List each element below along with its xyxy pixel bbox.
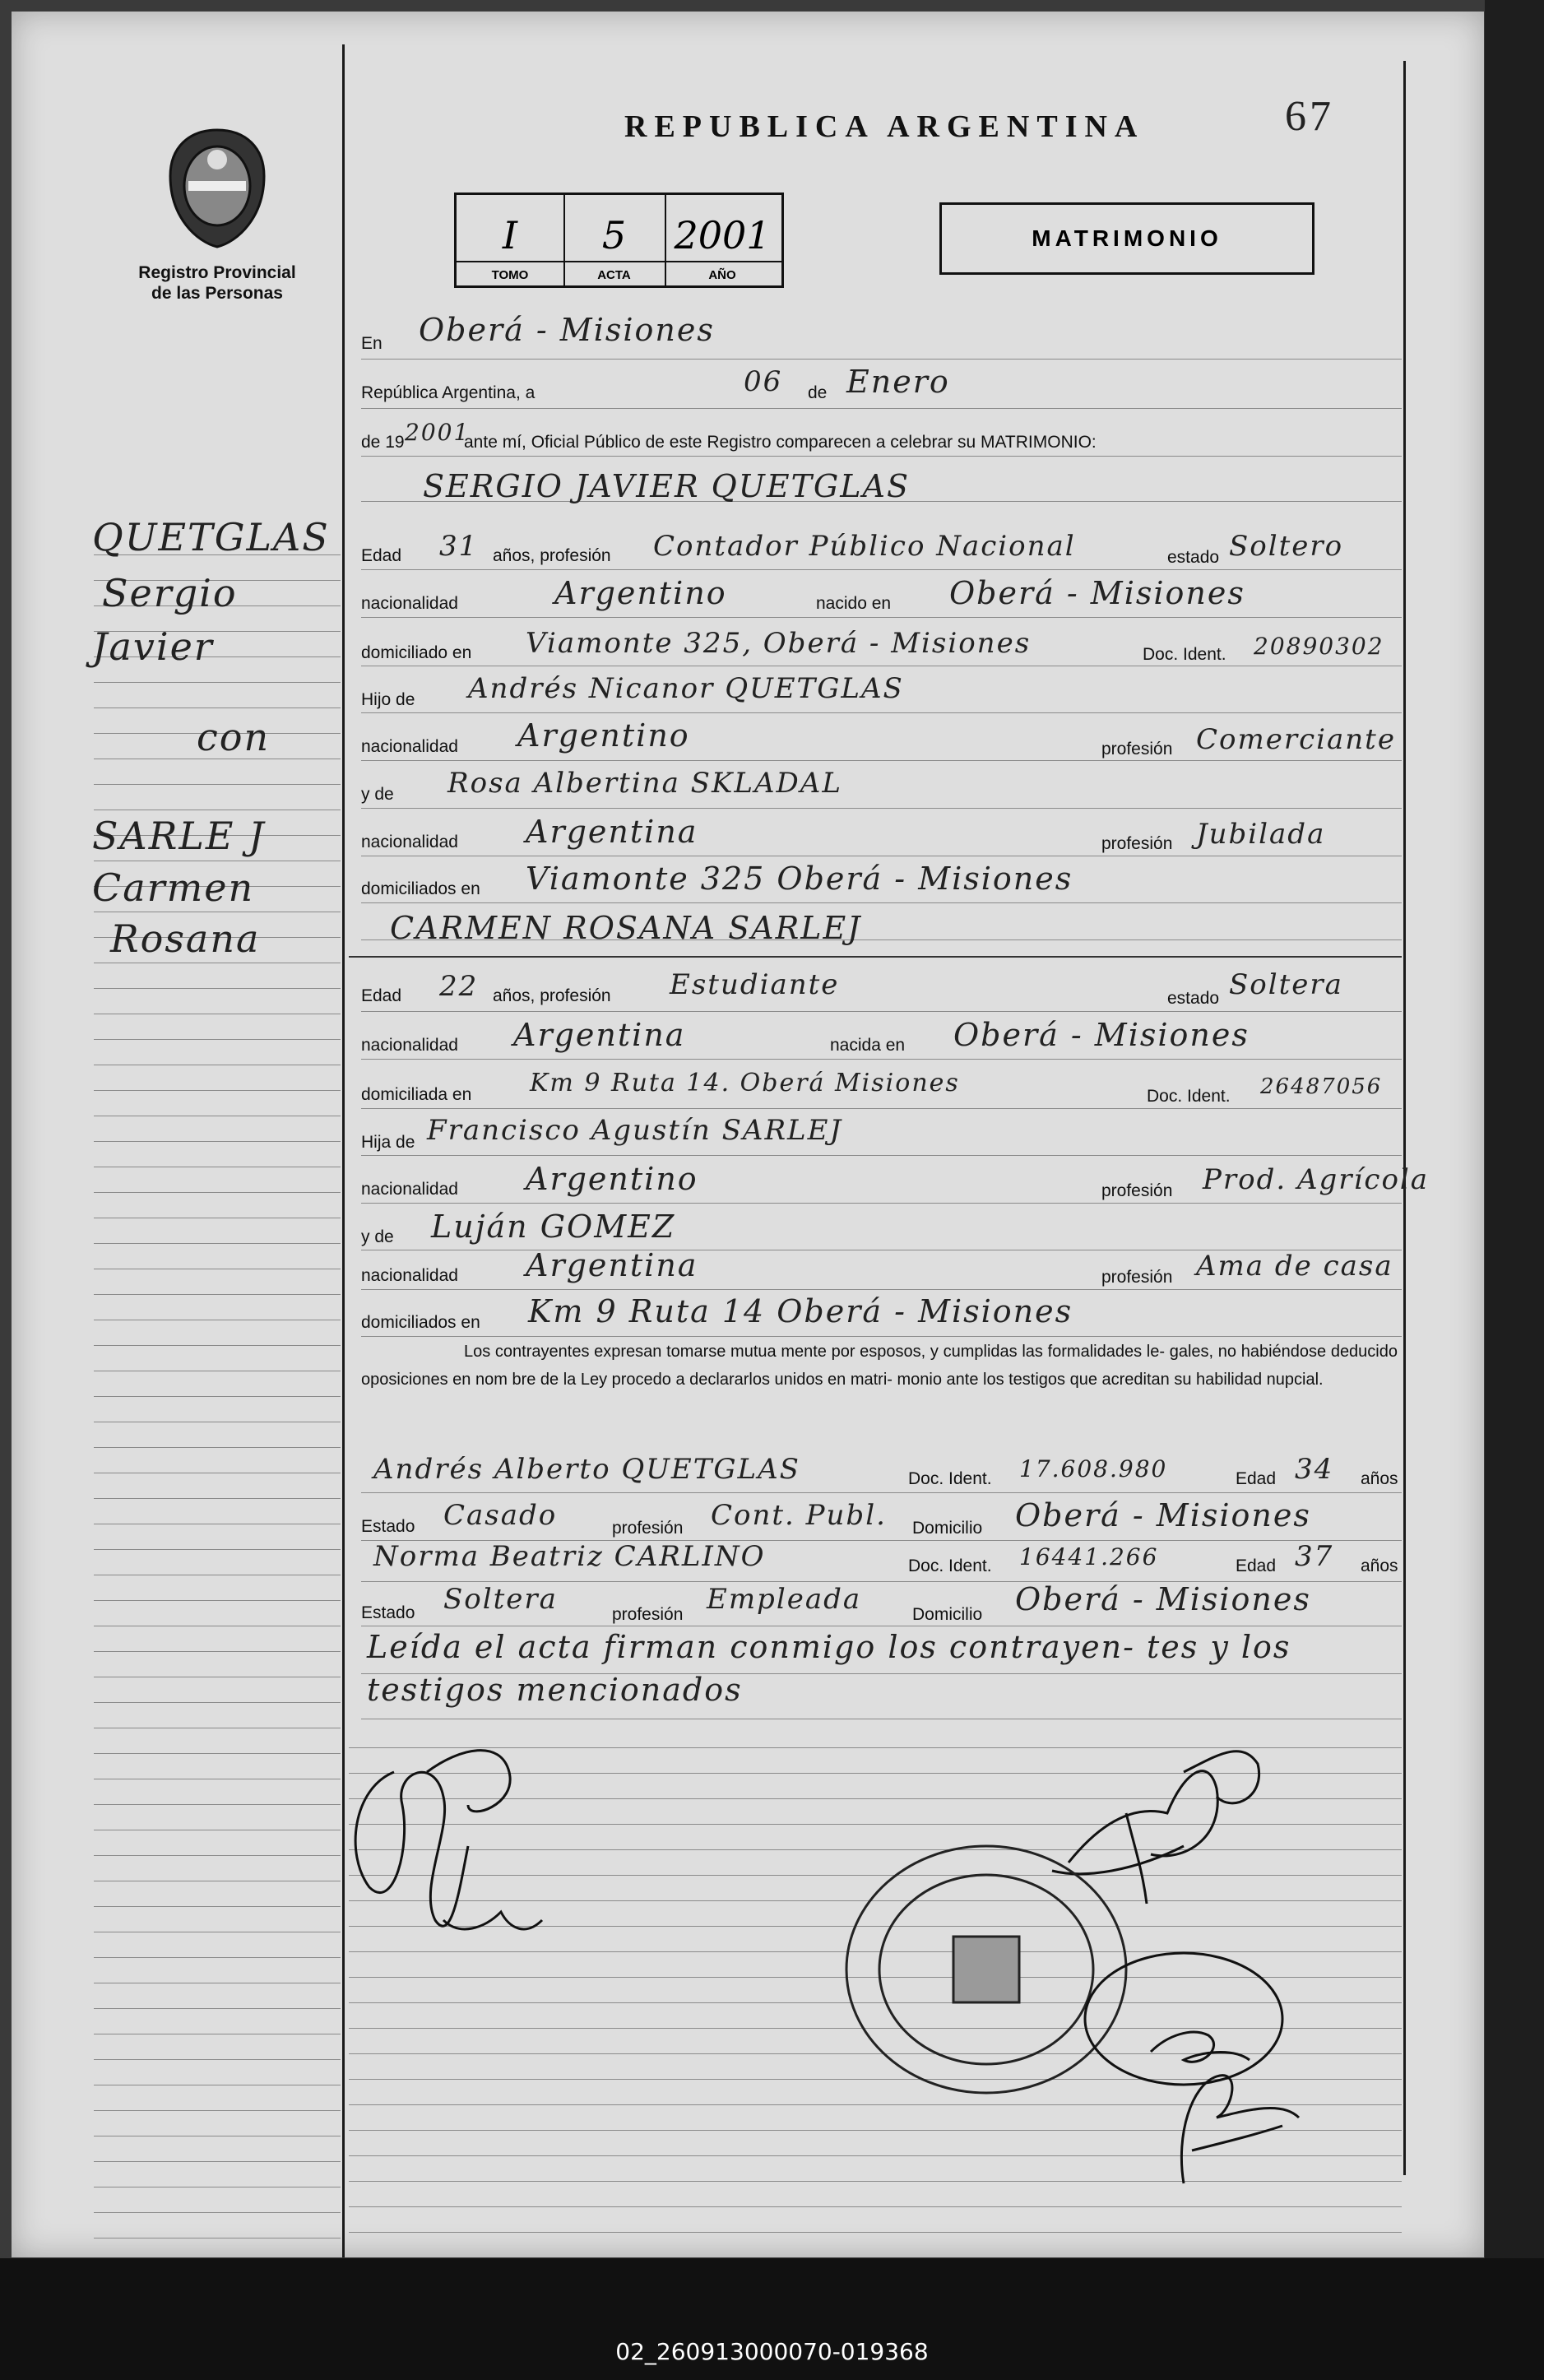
- ano-label: AÑO: [708, 268, 736, 282]
- label-profesion-2: profesión: [1101, 834, 1173, 853]
- groom-mother-profession: Jubilada: [1196, 818, 1326, 851]
- label-domiciliado-en: domiciliado en: [361, 643, 472, 662]
- groom-doc: 20890302: [1254, 633, 1384, 660]
- label-hija-de: Hija de: [361, 1133, 415, 1152]
- body-rule-line: [361, 1155, 1402, 1156]
- page-number: 67: [1285, 93, 1334, 140]
- groom-father: Andrés Nicanor QUETGLAS: [468, 672, 904, 705]
- body-rule-line: [361, 617, 1402, 618]
- witness-2-age: 37: [1295, 1540, 1334, 1573]
- signature-groom: [355, 1751, 542, 1929]
- margin-rule-line: [94, 2008, 341, 2009]
- label-hijo-de: Hijo de: [361, 690, 415, 709]
- margin-rule-line: [94, 1549, 341, 1550]
- margin-rule-line: [94, 1906, 341, 1907]
- groom-status: Soltero: [1229, 530, 1344, 563]
- bride-mother-profession: Ama de casa: [1196, 1250, 1393, 1283]
- margin-note-6: Carmen: [92, 865, 255, 910]
- margin-note-3: Javier: [92, 624, 214, 669]
- body-rule-line: [361, 1108, 1402, 1109]
- label-profesion: profesión: [1101, 740, 1173, 759]
- margin-rule-line: [94, 1243, 341, 1244]
- witness-1-age: 34: [1295, 1453, 1334, 1486]
- bride-status: Soltera: [1229, 968, 1343, 1001]
- acta-cell: [563, 195, 666, 285]
- label-nacionalidad-5: nacionalidad: [361, 1180, 458, 1199]
- label-doc-ident: Doc. Ident.: [1143, 645, 1226, 664]
- ano-value: 2001: [674, 213, 771, 257]
- groom-birthplace: Oberá - Misiones: [949, 575, 1245, 611]
- label-intro: ante mí, Oficial Público de este Registro comparecen a celebrar su MATRIMONIO:: [464, 433, 1097, 452]
- label-nacionalidad: nacionalidad: [361, 594, 458, 613]
- margin-rule-line: [94, 2161, 341, 2162]
- margin-rule-line: [94, 2212, 341, 2213]
- acta-value: 5: [601, 213, 627, 257]
- margin-rule-line: [94, 1753, 341, 1754]
- witness-2-address: Oberá - Misiones: [1015, 1581, 1311, 1617]
- label-nacionalidad-4: nacionalidad: [361, 1036, 458, 1055]
- record-box: [454, 193, 784, 288]
- body-rule-line: [361, 712, 1402, 713]
- body-rule-line: [361, 902, 1402, 903]
- body-rule-line: [361, 569, 1402, 570]
- label-domiciliados-en: domiciliados en: [361, 879, 480, 898]
- margin-rule-line: [94, 2059, 341, 2060]
- bride-father: Francisco Agustín SARLEJ: [427, 1114, 843, 1147]
- label-profesion-3: profesión: [1101, 1181, 1173, 1200]
- body-rule-line: [361, 808, 1402, 809]
- groom-mother: Rosa Albertina SKLADAL: [447, 767, 842, 800]
- label-domicilio: Domicilio: [912, 1519, 983, 1538]
- label-anos-profesion-2: años, profesión: [493, 986, 611, 1005]
- margin-rule-line: [94, 1855, 341, 1856]
- groom-father-profession: Comerciante: [1196, 723, 1396, 756]
- margin-rule-line: [94, 1141, 341, 1142]
- registry-line-1: Registro Provincial: [138, 263, 296, 282]
- margin-rule-line: [94, 988, 341, 989]
- footer-id: 02_260913000070-019368: [615, 2338, 929, 2365]
- label-estado-3: Estado: [361, 1517, 415, 1536]
- label-doc-ident-3: Doc. Ident.: [908, 1469, 992, 1488]
- label-domiciliados-en-2: domiciliados en: [361, 1313, 480, 1332]
- bride-father-nationality: Argentino: [526, 1161, 698, 1197]
- label-edad-3: Edad: [1236, 1469, 1277, 1488]
- witness-2-profession: Empleada: [707, 1583, 862, 1616]
- label-domiciliada-en: domiciliada en: [361, 1085, 472, 1104]
- label-anos-2: años: [1361, 1557, 1398, 1575]
- margin-rule-line: [94, 1702, 341, 1703]
- place-value: Oberá - Misiones: [419, 312, 715, 348]
- section-divider: [349, 956, 1402, 958]
- label-anos-profesion: años, profesión: [493, 546, 611, 565]
- label-anos: años: [1361, 1469, 1398, 1488]
- label-edad: Edad: [361, 546, 402, 565]
- groom-mother-nationality: Argentina: [526, 814, 698, 850]
- record-box-divider: [457, 261, 781, 262]
- margin-rule-line: [94, 1396, 341, 1397]
- label-nacionalidad-6: nacionalidad: [361, 1266, 458, 1285]
- label-republica: República Argentina, a: [361, 383, 536, 402]
- body-rule-line: [361, 1289, 1402, 1290]
- year-value: 2001: [405, 419, 471, 446]
- certificate-page: [12, 12, 1484, 2257]
- groom-profession: Contador Público Nacional: [653, 530, 1076, 563]
- label-profesion-4: profesión: [1101, 1268, 1173, 1287]
- label-profesion-5: profesión: [612, 1519, 684, 1538]
- ano-cell: [665, 195, 780, 285]
- bride-doc: 26487056: [1260, 1074, 1383, 1099]
- label-doc-ident-4: Doc. Ident.: [908, 1557, 992, 1575]
- label-y-de-2: y de: [361, 1227, 394, 1246]
- witness-1-profession: Cont. Publ.: [711, 1499, 887, 1532]
- label-estado-4: Estado: [361, 1603, 415, 1622]
- witness-2-doc: 16441.266: [1019, 1543, 1159, 1570]
- margin-rule-line: [94, 1447, 341, 1448]
- groom-age: 31: [439, 530, 479, 563]
- margin-note-1: QUETGLAS: [92, 515, 330, 559]
- registry-name: [118, 262, 316, 304]
- margin-rule-line: [94, 784, 341, 785]
- official-seal: [846, 1846, 1126, 2093]
- label-doc-ident-2: Doc. Ident.: [1147, 1087, 1231, 1106]
- label-nacido-en: nacido en: [816, 594, 892, 613]
- margin-rule-line: [94, 1192, 341, 1193]
- tomo-cell: [457, 195, 565, 285]
- witness-1-name: Andrés Alberto QUETGLAS: [373, 1453, 800, 1486]
- margin-rule-line: [94, 682, 341, 683]
- body-rule-line: [361, 456, 1402, 457]
- body-rule-line: [361, 1059, 1402, 1060]
- body-rule-line: [361, 1011, 1402, 1012]
- margin-note-2: Sergio: [102, 571, 238, 615]
- groom-address: Viamonte 325, Oberá - Misiones: [526, 627, 1032, 660]
- bride-mother-nationality: Argentina: [526, 1247, 698, 1283]
- groom-nationality: Argentino: [554, 575, 727, 611]
- country-title: REPUBLICA ARGENTINA: [624, 109, 1145, 144]
- witness-1-status: Casado: [443, 1499, 558, 1532]
- bride-father-profession: Prod. Agrícola: [1203, 1163, 1430, 1196]
- margin-rule-line: [94, 1957, 341, 1958]
- margin-rule-line: [94, 2110, 341, 2111]
- bride-parents-address: Km 9 Ruta 14 Oberá - Misiones: [528, 1293, 1073, 1329]
- margin-rule-line: [94, 1090, 341, 1091]
- label-nacionalidad-3: nacionalidad: [361, 833, 458, 851]
- bride-profession: Estudiante: [670, 968, 840, 1001]
- bride-nationality: Argentina: [513, 1017, 686, 1053]
- coat-of-arms-emblem: [164, 127, 271, 250]
- tomo-value: I: [502, 213, 518, 257]
- month-value: Enero: [846, 364, 950, 400]
- label-profesion-6: profesión: [612, 1605, 684, 1624]
- label-nacida-en: nacida en: [830, 1036, 906, 1055]
- acta-label: ACTA: [597, 268, 631, 282]
- witness-2-status: Soltera: [443, 1583, 558, 1616]
- groom-parents-address: Viamonte 325 Oberá - Misiones: [526, 861, 1073, 897]
- closing-paragraph: Los contrayentes expresan tomarse mutua mente por esposos, y cumplidas las formalidades le- gales, no habiéndose deducido oposiciones en nom bre de la Ley procedo a declararlos unidos en matri- monio ante los testigos que acreditan su habilidad nupcial.: [361, 1343, 1398, 1389]
- label-domicilio-2: Domicilio: [912, 1605, 983, 1624]
- witness-2-name: Norma Beatriz CARLINO: [373, 1540, 766, 1573]
- label-y-de: y de: [361, 785, 394, 804]
- bride-address: Km 9 Ruta 14. Oberá Misiones: [530, 1069, 960, 1097]
- margin-rule-line: [94, 1804, 341, 1805]
- margin-rule-line: [94, 1600, 341, 1601]
- body-rule-line: [349, 2232, 1402, 2233]
- margin-note-7: Rosana: [110, 916, 261, 961]
- registry-line-2: de las Personas: [151, 284, 283, 303]
- tomo-label: TOMO: [491, 268, 529, 282]
- body-rule-line: [361, 1492, 1402, 1493]
- closing-note: [367, 1626, 1395, 1711]
- witness-1-doc: 17.608.980: [1019, 1455, 1168, 1482]
- margin-note-4: con: [197, 715, 271, 759]
- label-edad-2: Edad: [361, 986, 402, 1005]
- margin-rule-line: [94, 1651, 341, 1652]
- day-value: 06: [744, 365, 783, 398]
- body-rule-line: [361, 1336, 1402, 1337]
- margin-rule-line: [94, 1039, 341, 1040]
- margin-rule-line: [94, 1498, 341, 1499]
- label-edad-4: Edad: [1236, 1557, 1277, 1575]
- closing-note-text: Leída el acta firman conmigo los contrayen- tes y los testigos mencionados: [367, 1629, 1291, 1708]
- bride-name: CARMEN ROSANA SARLEJ: [390, 910, 862, 946]
- margin-note-5: SARLE J: [92, 814, 266, 858]
- groom-father-nationality: Argentino: [517, 717, 690, 754]
- document-type: MATRIMONIO: [939, 202, 1314, 275]
- bride-age: 22: [439, 970, 479, 1003]
- bride-birthplace: Oberá - Misiones: [953, 1017, 1250, 1053]
- body-rule-line: [361, 760, 1402, 761]
- label-de19: de 19: [361, 433, 405, 452]
- label-estado: estado: [1167, 548, 1220, 567]
- groom-name: SERGIO JAVIER QUETGLAS: [423, 468, 910, 504]
- label-nacionalidad-2: nacionalidad: [361, 737, 458, 756]
- label-en: En: [361, 334, 383, 353]
- witness-1-address: Oberá - Misiones: [1015, 1497, 1311, 1533]
- signature-witness-2: [1181, 2076, 1299, 2183]
- signatures-and-stamp: [345, 1723, 1406, 2216]
- bride-mother: Luján GOMEZ: [431, 1209, 676, 1245]
- margin-rule-line: [94, 1345, 341, 1346]
- right-edge-shadow: [1485, 0, 1544, 2380]
- label-estado-2: estado: [1167, 989, 1220, 1008]
- label-de: de: [808, 383, 828, 402]
- body-rule-line: [361, 408, 1402, 409]
- body-rule-line: [361, 359, 1402, 360]
- body-rule-line: [361, 1203, 1402, 1204]
- margin-rule-line: [94, 1294, 341, 1295]
